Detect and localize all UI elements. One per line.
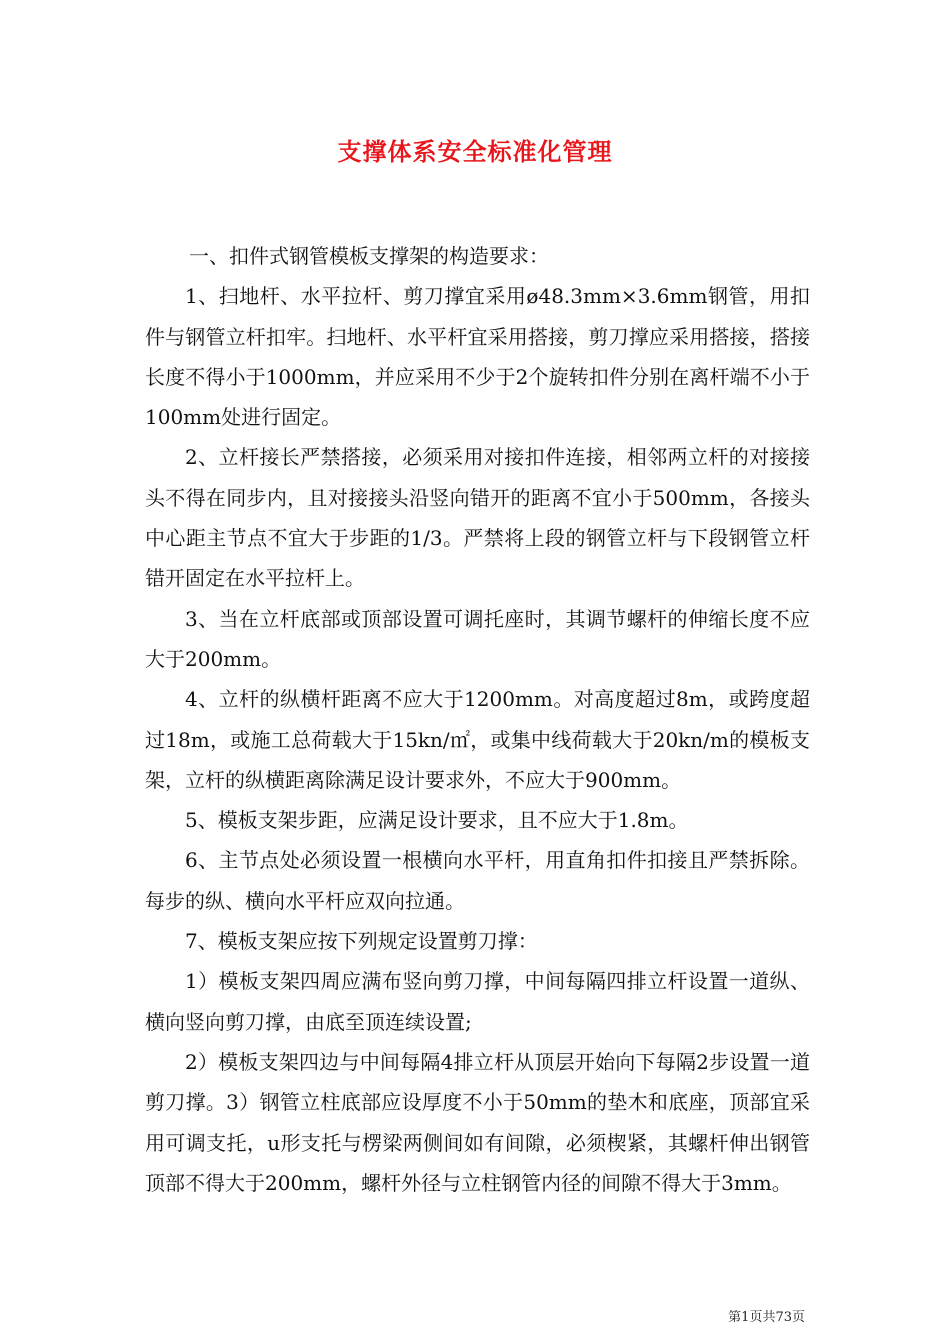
paragraph-subitem-2: 2）模板支架四边与中间每隔4排立杆从顶层开始向下每隔2步设置一道剪刀撑。3）钢管立柱底部应设厚度不小于50mm的垫木和底座，顶部宜采用可调支托，u形支托与楞梁两侧间如有间隙，必须楔紧，其螺杆伸出钢管顶部不得大于200mm，螺杆外径与立柱钢管内径的间隙不得大于3mm。 (145, 1049, 810, 1195)
page-number: 第1页共73页 (728, 1310, 805, 1325)
paragraph-item-5: 5、模板支架步距，应满足设计要求，且不应大于1.8m。 (185, 808, 689, 833)
paragraph-item-1: 1、扫地杆、水平拉杆、剪刀撑宜采用ø48.3mm×3.6mm钢管，用扣件与钢管立杆扣牢。扫地杆、水平杆宜采用搭接，剪刀撑应采用搭接，搭接长度不得小于1000mm，并应采用不少于2个旋转扣件分别在离杆端不小于100mm处进行固定。 (145, 284, 810, 430)
paragraph-item-6: 6、主节点处必须设置一根横向水平杆，用直角扣件扣接且严禁拆除。每步的纵、横向水平杆应双向拉通。 (145, 848, 810, 913)
paragraph-item-2: 2、立杆接长严禁搭接，必须采用对接扣件连接，相邻两立杆的对接接头不得在同步内，且对接接头沿竖向错开的距离不宜小于500mm，各接头中心距主节点不宜大于步距的1/3。严禁将上段的钢管立杆与下段钢管立杆错开固定在水平拉杆上。 (145, 445, 810, 591)
paragraph-subitem-1: 1）模板支架四周应满布竖向剪刀撑，中间每隔四排立杆设置一道纵、横向竖向剪刀撑，由底至顶连续设置; (145, 969, 810, 1034)
paragraph-item-4: 4、立杆的纵横杆距离不应大于1200mm。对高度超过8m，或跨度超过18m，或施工总荷载大于15kn/㎡，或集中线荷载大于20kn/m的模板支架，立杆的纵横距离除满足设计要求外，不应大于900mm。 (145, 687, 810, 792)
paragraph-item-3: 3、当在立杆底部或顶部设置可调托座时，其调节螺杆的伸缩长度不应大于200mm。 (145, 606, 810, 671)
document-title: 支撑体系安全标准化管理 (337, 138, 613, 166)
paragraph-item-7: 7、模板支架应按下列规定设置剪刀撑： (185, 929, 538, 954)
document-body (145, 236, 810, 1203)
section-heading: 一、扣件式钢管模板支撑架的构造要求： (189, 244, 549, 268)
